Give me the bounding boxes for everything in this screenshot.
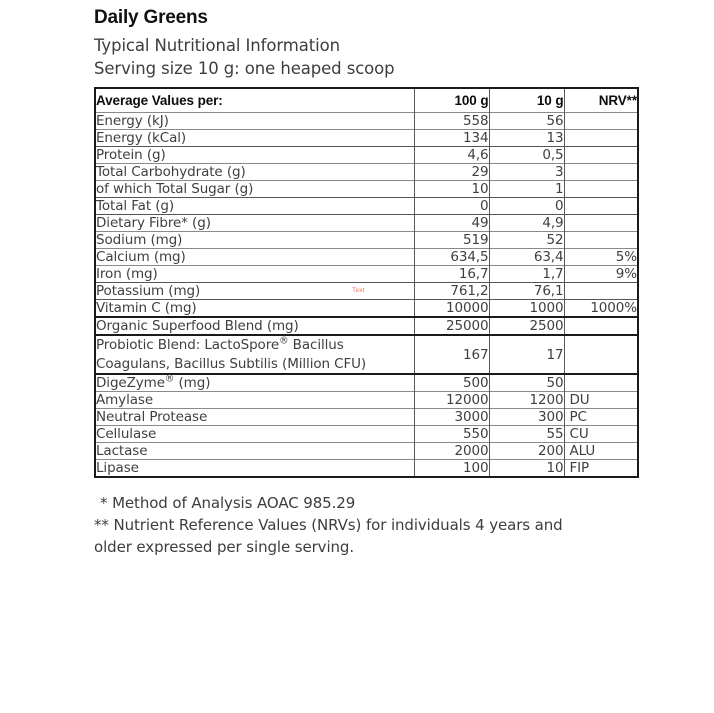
table-row: [95, 300, 638, 318]
row-value-10g: 1: [489, 181, 564, 198]
table-row: [95, 460, 638, 478]
row-value-nrv: [564, 232, 638, 249]
row-value-100g: 134: [414, 130, 489, 147]
row-value-10g: 2500: [489, 317, 564, 335]
subtitle-line-2: Serving size 10 g: one heaped scoop: [94, 58, 395, 78]
row-value-nrv: DU: [564, 392, 638, 409]
row-label-sub: Amylase: [95, 392, 414, 409]
row-label: Sodium (mg): [95, 232, 414, 249]
bottom-border-cell: [489, 477, 564, 478]
row-label: Protein (g): [95, 147, 414, 164]
row-label-sub: Lactase: [95, 443, 414, 460]
row-value-100g: 2000: [414, 443, 489, 460]
row-value-nrv: [564, 215, 638, 232]
row-label-sub: Lipase: [95, 460, 414, 478]
nutrition-panel: [94, 0, 638, 558]
table-row: [95, 409, 638, 426]
row-label: Energy (kJ): [95, 113, 414, 130]
row-value-nrv: [564, 147, 638, 164]
row-label: Calcium (mg): [95, 249, 414, 266]
row-value-nrv: [564, 113, 638, 130]
row-value-10g: 76,1: [489, 283, 564, 300]
row-value-10g: 55: [489, 426, 564, 443]
registered-icon: ®: [164, 373, 175, 385]
row-value-10g: 300: [489, 409, 564, 426]
bottom-border-cell: [564, 477, 638, 478]
row-value-nrv: FIP: [564, 460, 638, 478]
row-label-sub: of which Total Sugar (g): [95, 181, 414, 198]
stray-text-artifact: Text: [352, 287, 365, 294]
table-row: [95, 317, 638, 335]
row-value-nrv: [564, 283, 638, 300]
registered-icon: ®: [279, 335, 289, 347]
table-header-row: [95, 88, 638, 113]
row-value-10g: 13: [489, 130, 564, 147]
row-value-nrv: 9%: [564, 266, 638, 283]
row-value-10g: 3: [489, 164, 564, 181]
table-row: [95, 181, 638, 198]
row-value-100g: 4,6: [414, 147, 489, 164]
row-value-100g: 49: [414, 215, 489, 232]
table-row: [95, 113, 638, 130]
row-value-nrv: [564, 198, 638, 215]
footnotes-block: [94, 492, 638, 558]
table-row: [95, 130, 638, 147]
row-value-nrv: [564, 317, 638, 335]
digezyme-label-b: (mg): [174, 375, 211, 391]
table-row: [95, 147, 638, 164]
row-value-10g: 50: [489, 374, 564, 392]
bottom-border-cell: [414, 477, 489, 478]
row-label: Vitamin C (mg): [95, 300, 414, 318]
table-row: [95, 215, 638, 232]
subtitle-block: [94, 35, 638, 80]
row-value-100g: 550: [414, 426, 489, 443]
header-nrv: NRV**: [564, 88, 638, 113]
row-value-nrv: ALU: [564, 443, 638, 460]
row-label: [95, 283, 414, 300]
row-label: Dietary Fibre* (g): [95, 215, 414, 232]
row-value-100g: 634,5: [414, 249, 489, 266]
table-row: [95, 266, 638, 283]
table-row: [95, 335, 638, 374]
row-value-100g: 10: [414, 181, 489, 198]
row-value-nrv: [564, 335, 638, 374]
probiotic-line-1-a: Probiotic Blend: LactoSpore: [96, 337, 280, 353]
bottom-border-cell: [95, 477, 414, 478]
row-value-100g: 167: [414, 335, 489, 374]
row-value-10g: 63,4: [489, 249, 564, 266]
row-value-10g: 1200: [489, 392, 564, 409]
row-value-10g: 0,5: [489, 147, 564, 164]
row-value-10g: 200: [489, 443, 564, 460]
nutrition-table: [94, 87, 639, 478]
digezyme-label-a: DigeZyme: [96, 375, 165, 391]
row-value-100g: 500: [414, 374, 489, 392]
row-label: Energy (kCal): [95, 130, 414, 147]
row-label-text: Potassium (mg): [96, 283, 201, 299]
row-value-10g: 4,9: [489, 215, 564, 232]
row-value-100g: 558: [414, 113, 489, 130]
probiotic-line-2: Coagulans, Bacillus Subtilis (Million CFU): [96, 355, 367, 372]
row-value-10g: 0: [489, 198, 564, 215]
row-value-100g: 0: [414, 198, 489, 215]
table-row: [95, 374, 638, 392]
page-title: Daily Greens: [94, 7, 208, 28]
table-row: [95, 426, 638, 443]
row-value-nrv: [564, 181, 638, 198]
table-row: [95, 283, 638, 300]
probiotic-line-1-b: Bacillus: [288, 337, 344, 353]
table-row: [95, 392, 638, 409]
header-per-10g: 10 g: [489, 88, 564, 113]
header-average-values: Average Values per:: [95, 88, 414, 113]
row-value-nrv: CU: [564, 426, 638, 443]
footnote-nrv-line-2: older expressed per single serving.: [94, 538, 355, 556]
row-value-nrv: [564, 130, 638, 147]
row-label-sub: Neutral Protease: [95, 409, 414, 426]
row-label: Total Carbohydrate (g): [95, 164, 414, 181]
row-value-100g: 761,2: [414, 283, 489, 300]
row-value-nrv: [564, 374, 638, 392]
header-per-100g: 100 g: [414, 88, 489, 113]
row-label-sub: Cellulase: [95, 426, 414, 443]
row-value-10g: 56: [489, 113, 564, 130]
row-value-10g: 10: [489, 460, 564, 478]
footnote-nrv-line-1: ** Nutrient Reference Values (NRVs) for individuals 4 years and: [94, 516, 563, 534]
table-row: [95, 198, 638, 215]
subtitle-line-1: Typical Nutritional Information: [94, 36, 340, 55]
row-label: Total Fat (g): [95, 198, 414, 215]
row-label: [95, 335, 414, 374]
row-value-10g: 1000: [489, 300, 564, 318]
table-row: [95, 443, 638, 460]
row-value-nrv: PC: [564, 409, 638, 426]
row-value-10g: 17: [489, 335, 564, 374]
row-value-100g: 25000: [414, 317, 489, 335]
row-label: [95, 374, 414, 392]
row-value-nrv: [564, 164, 638, 181]
row-value-100g: 519: [414, 232, 489, 249]
row-value-100g: 3000: [414, 409, 489, 426]
row-value-100g: 16,7: [414, 266, 489, 283]
row-label: Organic Superfood Blend (mg): [95, 317, 414, 335]
row-value-100g: 10000: [414, 300, 489, 318]
footnote-method-of-analysis: * Method of Analysis AOAC 985.29: [100, 494, 356, 512]
table-row: [95, 232, 638, 249]
row-value-100g: 100: [414, 460, 489, 478]
row-value-nrv: 1000%: [564, 300, 638, 318]
row-value-100g: 12000: [414, 392, 489, 409]
table-row: [95, 164, 638, 181]
row-value-10g: 1,7: [489, 266, 564, 283]
row-label: Iron (mg): [95, 266, 414, 283]
table-bottom-border: [95, 477, 638, 478]
table-row: [95, 249, 638, 266]
row-value-nrv: 5%: [564, 249, 638, 266]
row-value-100g: 29: [414, 164, 489, 181]
row-value-10g: 52: [489, 232, 564, 249]
